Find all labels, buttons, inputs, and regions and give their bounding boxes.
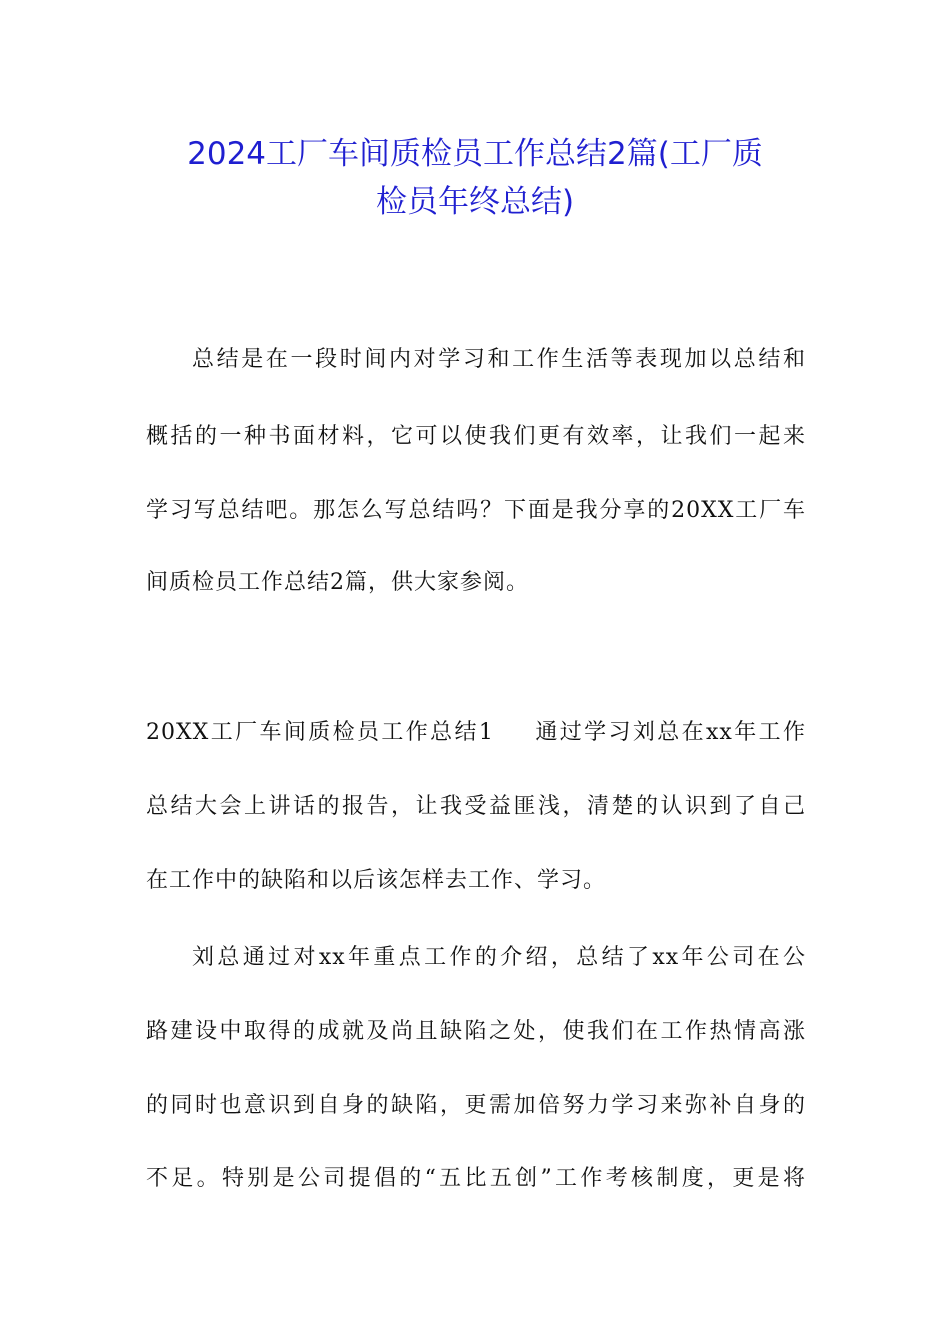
- section1-line-3: 在工作中的缺陷和以后该怎样去工作、学习。: [146, 868, 607, 893]
- section1-line-1: 通过学习刘总在xx年工作: [533, 720, 806, 745]
- section1-heading: 20XX工厂车间质检员工作总结1: [146, 720, 494, 745]
- para2-line-4: 不足。特别是公司提倡的“五比五创”工作考核制度，更是将: [146, 1166, 806, 1191]
- document-title-line-2: 检员年终总结): [375, 184, 575, 220]
- document-title-line-1: 2024工厂车间质检员工作总结2篇(工厂质: [187, 136, 763, 172]
- para2-line-3: 的同时也意识到自身的缺陷，更需加倍努力学习来弥补自身的: [146, 1093, 806, 1118]
- para2-line-1: 刘总通过对xx年重点工作的介绍，总结了xx年公司在公: [192, 945, 806, 970]
- intro-line-2: 概括的一种书面材料，它可以使我们更有效率，让我们一起来: [146, 424, 806, 449]
- intro-line-1: 总结是在一段时间内对学习和工作生活等表现加以总结和: [192, 347, 806, 372]
- section1-first-line: [146, 718, 806, 748]
- section1-line-2: 总结大会上讲话的报告，让我受益匪浅，清楚的认识到了自己: [146, 794, 806, 819]
- intro-line-3: 学习写总结吧。那怎么写总结吗？下面是我分享的20XX工厂车: [146, 498, 806, 523]
- para2-line-2: 路建设中取得的成就及尚且缺陷之处，使我们在工作热情高涨: [146, 1019, 806, 1044]
- intro-line-4: 间质检员工作总结2篇，供大家参阅。: [146, 570, 529, 595]
